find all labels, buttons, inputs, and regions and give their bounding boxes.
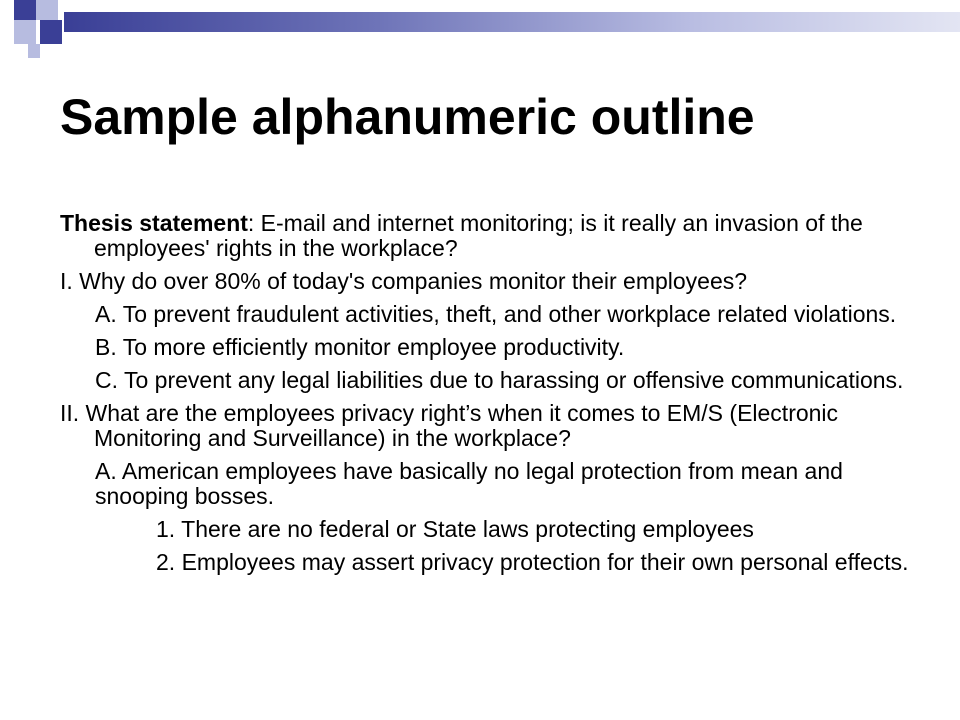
- corner-square-light-top: [36, 0, 58, 20]
- thesis-text: : E-mail and internet monitoring; is it really an invasion of the employees' rights in the workplace?: [94, 210, 863, 261]
- section-1-heading: I. Why do over 80% of today's companies monitor their employees?: [60, 268, 748, 294]
- slide-title: Sample alphanumeric outline: [60, 89, 755, 145]
- corner-square-dark-mid: [40, 20, 62, 44]
- corner-square-light-bottom: [28, 44, 40, 58]
- section-1-item-a: A. To prevent fraudulent activities, theft, and other workplace related violations.: [95, 301, 897, 327]
- title-bar-gradient: [64, 12, 960, 32]
- section-1-item-b: B. To more efficiently monitor employee productivity.: [95, 334, 625, 360]
- corner-square-dark-top: [14, 0, 36, 20]
- thesis-label: Thesis statement: [60, 210, 248, 236]
- section-2-item-a: A. American employees have basically no legal protection from mean and snooping bosses.: [95, 458, 843, 509]
- outline-body: [60, 211, 930, 583]
- section-1-item-c: C. To prevent any legal liabilities due to harassing or offensive communications.: [95, 367, 904, 393]
- thesis-statement: [60, 211, 930, 261]
- section-2-subitem-2: 2. Employees may assert privacy protection for their own personal effects.: [156, 549, 909, 575]
- section-2-heading: II. What are the employees privacy right’s when it comes to EM/S (Electronic Monitoring and Surveillance) in the workplace?: [60, 400, 839, 451]
- corner-square-light-left: [14, 20, 36, 44]
- section-2-subitem-1: 1. There are no federal or State laws protecting employees: [156, 516, 754, 542]
